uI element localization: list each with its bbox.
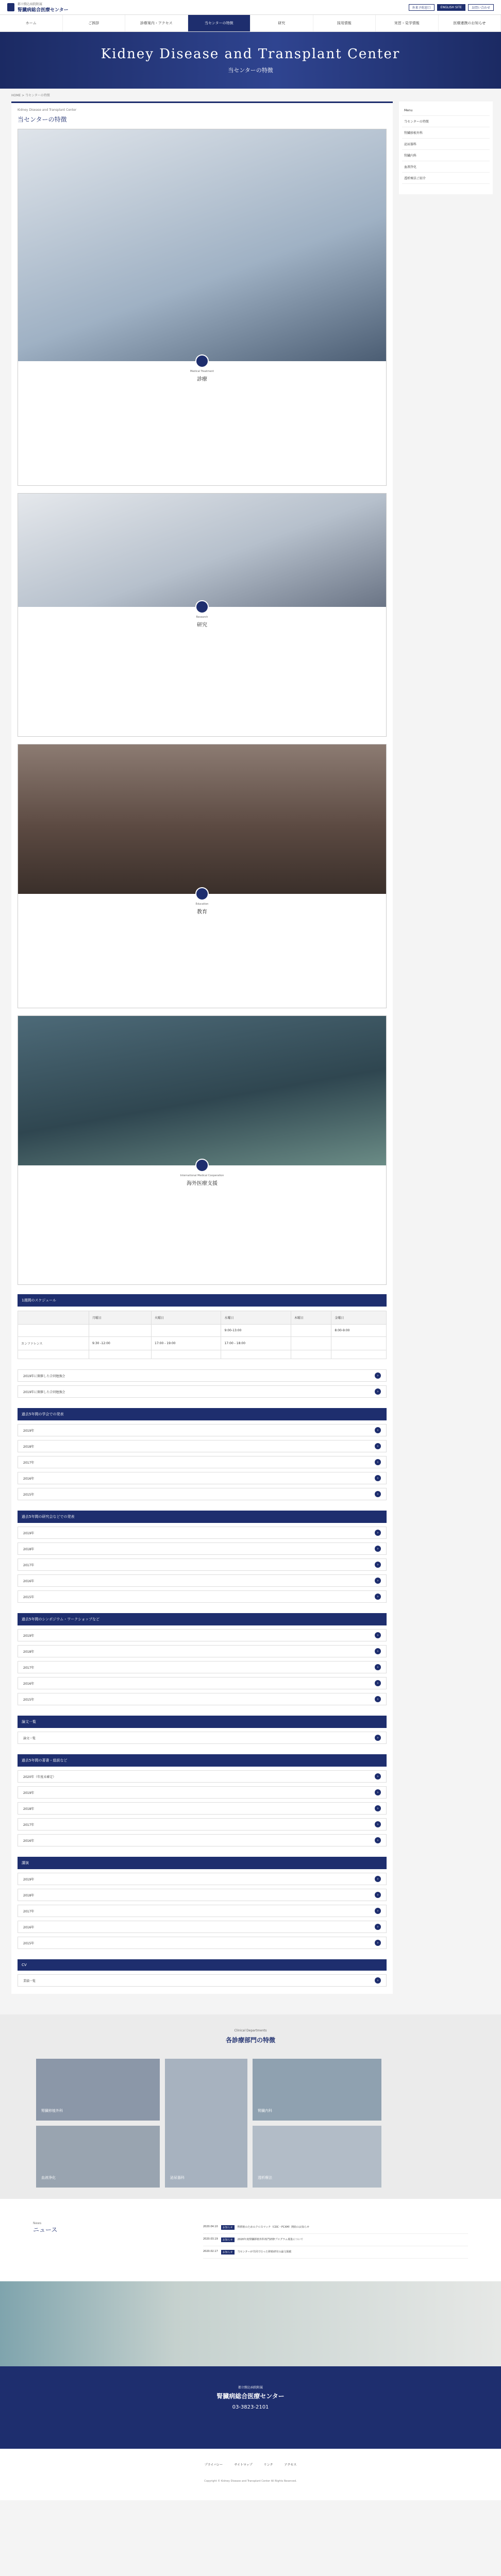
footer-link[interactable]: アクセス	[284, 2463, 297, 2467]
departments	[0, 2014, 501, 2199]
logo-sub: 都立駒込病院附属	[18, 3, 43, 6]
list-item[interactable]	[18, 1472, 387, 1484]
page-title: 当センターの特徴	[18, 116, 67, 123]
list-item-label: 2020年（年度未確定）	[23, 1775, 56, 1779]
list-group	[18, 1511, 387, 1603]
logo-name: 腎臓病総合医療センター	[18, 8, 69, 13]
contact-button[interactable]: お問い合わせ	[468, 4, 494, 11]
dept-title: 各診療部門の特徴	[225, 2037, 275, 2044]
list-item-label: 2019年	[23, 1531, 35, 1535]
list-item[interactable]	[18, 1661, 387, 1673]
list-item-label: 業績一覧	[23, 1979, 36, 1983]
list-item[interactable]	[18, 1802, 387, 1815]
list-item-label: 2016年	[23, 1477, 35, 1481]
feature-section	[18, 1015, 387, 1285]
arrow-icon: ›	[375, 1696, 381, 1702]
arrow-icon: ›	[375, 1908, 381, 1914]
list-item[interactable]	[18, 1488, 387, 1500]
list-item-label: 2018年	[23, 1893, 35, 1897]
arrow-icon: ›	[375, 1443, 381, 1449]
arrow-icon: ›	[375, 1578, 381, 1584]
list-item-label: 2016年	[23, 1682, 35, 1686]
list-item-label: 2015年	[23, 1941, 35, 1945]
list-item-label: 2015年	[23, 1698, 35, 1702]
breadcrumb[interactable]: HOME > 当センターの特徴	[11, 94, 50, 97]
section-text	[18, 387, 386, 485]
list-item[interactable]	[18, 1369, 387, 1382]
arrow-icon: ›	[375, 1735, 381, 1741]
arrow-icon: ›	[375, 1530, 381, 1536]
list-item-label: 2019年	[23, 1634, 35, 1638]
list-group-title: 過去5年間の学会での発表	[18, 1408, 387, 1420]
dept-tile[interactable]: 透析療法	[253, 2126, 381, 2188]
list-group-title: 論文一覧	[18, 1716, 387, 1728]
nav-item[interactable]: 医療連携のお知らせ	[439, 15, 501, 31]
list-item-label: 2018年	[23, 1445, 35, 1449]
dept-tile[interactable]: 血液浄化	[36, 2126, 160, 2188]
list-item-label: 2015年	[23, 1595, 35, 1599]
list-item-label: 2019年	[23, 1791, 35, 1795]
list-item[interactable]	[18, 1889, 387, 1901]
list-item[interactable]	[18, 1590, 387, 1603]
news-en: News	[33, 2222, 42, 2225]
schedule-title: 1週間のスケジュール	[18, 1294, 387, 1307]
list-item-label: 2019年	[23, 1877, 35, 1882]
site-logo[interactable]	[7, 2, 399, 13]
list-item[interactable]	[18, 1937, 387, 1949]
sidebar-item[interactable]: 血液浄化	[402, 161, 490, 173]
arrow-icon: ›	[375, 1680, 381, 1686]
list-item[interactable]	[18, 1543, 387, 1555]
feature-section	[18, 493, 387, 737]
list-item-label: 2015年	[23, 1493, 35, 1497]
sidebar-heading: Menu	[402, 106, 490, 116]
section-en: International Medical Cooperation	[180, 1174, 224, 1177]
list-item-label: 2017年	[23, 1909, 35, 1913]
nav-item[interactable]: 実習・見学情報	[376, 15, 439, 31]
list-item[interactable]	[18, 1693, 387, 1705]
nav-item[interactable]: 診療案内・アクセス	[125, 15, 188, 31]
list-group-title: 講演	[18, 1857, 387, 1869]
sidebar-item[interactable]: 腎臓内科	[402, 150, 490, 161]
section-photo	[18, 494, 386, 607]
list-item[interactable]	[18, 1770, 387, 1783]
sidebar-item[interactable]: 当センターの特徴	[402, 116, 490, 127]
section-title: 診療	[197, 377, 207, 382]
arrow-icon: ›	[375, 1427, 381, 1433]
list-item-label: 2017年	[23, 1823, 35, 1827]
list-group-title: CV	[18, 1959, 387, 1971]
list-group	[18, 1754, 387, 1846]
arrow-icon: ›	[375, 1773, 381, 1780]
list-item-label: 2018年	[23, 1807, 35, 1811]
list-item[interactable]	[18, 1527, 387, 1539]
section-icon	[195, 887, 209, 901]
section-en: Education	[195, 903, 209, 906]
arrow-icon: ›	[375, 1892, 381, 1898]
section-title: 研究	[197, 622, 207, 628]
list-item[interactable]	[18, 1677, 387, 1689]
arrow-icon: ›	[375, 1821, 381, 1827]
footer-links	[0, 2449, 501, 2480]
nav-item[interactable]: 研究	[250, 15, 313, 31]
arrow-icon: ›	[375, 1789, 381, 1795]
list-item-label: 2018年	[23, 1650, 35, 1654]
list-item[interactable]	[18, 1921, 387, 1933]
arrow-icon: ›	[375, 1648, 381, 1654]
dept-en: Clinical Departments	[234, 2029, 267, 2032]
list-item[interactable]	[18, 1574, 387, 1587]
english-button[interactable]: ENGLISH SITE	[437, 4, 465, 11]
section-text	[18, 1192, 386, 1284]
news-item[interactable]: 2020.02.17 お知らせ 当センターが共同で行った移植研究の論文掲載	[203, 2246, 468, 2259]
section-photo	[18, 744, 386, 894]
list-group	[18, 1408, 387, 1500]
feature-section	[18, 129, 387, 486]
arrow-icon: ›	[375, 1940, 381, 1946]
dept-tile[interactable]: 腎臓内科	[253, 2059, 381, 2121]
section-icon	[195, 600, 209, 614]
dept-tile[interactable]: 腎臓移植外科	[36, 2059, 160, 2121]
list-item[interactable]	[18, 1905, 387, 1917]
achievement-lists	[18, 1369, 387, 1987]
news-title: ニュース	[33, 2226, 58, 2233]
arrow-icon: ›	[375, 1924, 381, 1930]
arrow-icon: ›	[375, 1632, 381, 1638]
list-group	[18, 1959, 387, 1987]
arrow-icon: ›	[375, 1388, 381, 1395]
footer-sub: 都立駒込病院附属	[238, 2386, 263, 2389]
arrow-icon: ›	[375, 1837, 381, 1843]
arrow-icon: ›	[375, 1664, 381, 1670]
arrow-icon: ›	[375, 1475, 381, 1481]
hero-banner	[0, 32, 501, 89]
list-item[interactable]	[18, 1786, 387, 1799]
list-item[interactable]	[18, 1732, 387, 1744]
sidebar-item[interactable]: 透析療法ご紹介	[402, 173, 490, 184]
list-item-label: 2017年	[23, 1563, 35, 1567]
list-item[interactable]	[18, 1440, 387, 1452]
news-item[interactable]: 2020.03.19 お知らせ 2020年度腎臓移植外科専門研修プログラム募集について	[203, 2234, 468, 2246]
section-photo	[18, 129, 386, 361]
sidebar	[399, 101, 493, 194]
list-group	[18, 1716, 387, 1744]
feature-section	[18, 744, 387, 1008]
arrow-icon: ›	[375, 1805, 381, 1811]
nav-item-active[interactable]: 当センターの特徴	[188, 15, 251, 31]
list-item-label: 2019年に開催した合同勉強会	[23, 1390, 65, 1394]
hero-subtitle: 当センターの特徴	[228, 67, 273, 74]
list-item-label: 2017年	[23, 1461, 35, 1465]
list-item-label: 2019年	[23, 1429, 35, 1433]
main-content	[11, 101, 393, 1994]
arrow-icon: ›	[375, 1546, 381, 1552]
arrow-icon: ›	[375, 1491, 381, 1497]
hero-title: Kidney Disease and Transplant Center	[101, 46, 400, 62]
list-group	[18, 1613, 387, 1705]
nav-item[interactable]: ご挨拶	[63, 15, 126, 31]
site-header	[0, 0, 501, 14]
schedule	[18, 1294, 387, 1359]
section-photo	[18, 1016, 386, 1165]
section-text	[18, 633, 386, 736]
arrow-icon: ›	[375, 1977, 381, 1984]
schedule-table: 月曜日 火曜日 水曜日 木曜日 金曜日 9:00-13:00 8:00-9:00 カンファレンス 9:30 -12:00 17:00 - 19:00 17:00 - 18:00	[18, 1311, 387, 1359]
list-item[interactable]	[18, 1645, 387, 1657]
arrow-icon: ›	[375, 1562, 381, 1568]
global-nav	[0, 14, 501, 32]
list-item[interactable]	[18, 1974, 387, 1987]
arrow-icon: ›	[375, 1594, 381, 1600]
list-item-label: 2019年に開催した合同勉強会	[23, 1374, 65, 1378]
sidebar-item[interactable]: 腎臓移植外科	[402, 127, 490, 139]
page-en: Kidney Disease and Transplant Center	[18, 108, 77, 112]
footer	[0, 2366, 501, 2449]
section-title: 教育	[197, 909, 207, 915]
list-item[interactable]	[18, 1456, 387, 1468]
list-item[interactable]	[18, 1873, 387, 1885]
section-icon	[195, 354, 209, 368]
dept-tile[interactable]: 泌尿器科	[165, 2059, 247, 2188]
nav-item[interactable]: ホーム	[0, 15, 63, 31]
copyright: Copyright © Kidney Disease and Transplant Center All Rights Reserved.	[0, 2480, 501, 2500]
footer-link[interactable]: サイトマップ	[234, 2463, 253, 2467]
list-item[interactable]	[18, 1385, 387, 1398]
footer-link[interactable]: リンク	[263, 2463, 273, 2467]
list-item-label: 2016年	[23, 1579, 35, 1583]
list-item-label: 2018年	[23, 1547, 35, 1551]
list-group	[18, 1369, 387, 1398]
list-item[interactable]	[18, 1424, 387, 1436]
news-item[interactable]: 2020.04.10 お知らせ 腎移植のためのクロスマッチ（CDC・FCXM）開始のお知らせ	[203, 2222, 468, 2234]
list-item-label: 2017年	[23, 1666, 35, 1670]
list-item[interactable]	[18, 1558, 387, 1571]
nav-item[interactable]: 採用情報	[313, 15, 376, 31]
staff-photo	[0, 2281, 501, 2366]
list-group-title: 過去5年間のシンポジウム・ワークショップなど	[18, 1613, 387, 1625]
list-item[interactable]	[18, 1834, 387, 1846]
list-group-title: 過去5年間の研究会などでの発表	[18, 1511, 387, 1523]
arrow-icon: ›	[375, 1459, 381, 1465]
list-item-label: 論文一覧	[23, 1736, 36, 1740]
sidebar-item[interactable]: 泌尿器科	[402, 139, 490, 150]
section-title: 海外医療支援	[187, 1181, 218, 1187]
list-group	[18, 1857, 387, 1949]
footer-name: 腎臓病総合医療センター	[216, 2393, 285, 2400]
section-en: Research	[196, 616, 208, 619]
list-item[interactable]	[18, 1818, 387, 1831]
arrow-icon: ›	[375, 1876, 381, 1882]
logo-emblem-icon	[7, 3, 14, 11]
list-item[interactable]	[18, 1629, 387, 1641]
section-text	[18, 920, 386, 1008]
section-icon	[195, 1159, 209, 1172]
list-item-label: 2016年	[23, 1925, 35, 1929]
list-group-title: 過去5年間の著書・総説など	[18, 1754, 387, 1767]
footer-tel[interactable]: 03-3823-2101	[232, 2404, 269, 2410]
news	[0, 2199, 501, 2281]
arrow-icon: ›	[375, 1372, 381, 1379]
list-item-label: 2016年	[23, 1839, 35, 1843]
section-en: Medical Treatment	[190, 370, 214, 373]
footer-link[interactable]: プライバシー	[204, 2463, 223, 2467]
outpatient-button[interactable]: 外来予約窓口	[409, 4, 435, 11]
